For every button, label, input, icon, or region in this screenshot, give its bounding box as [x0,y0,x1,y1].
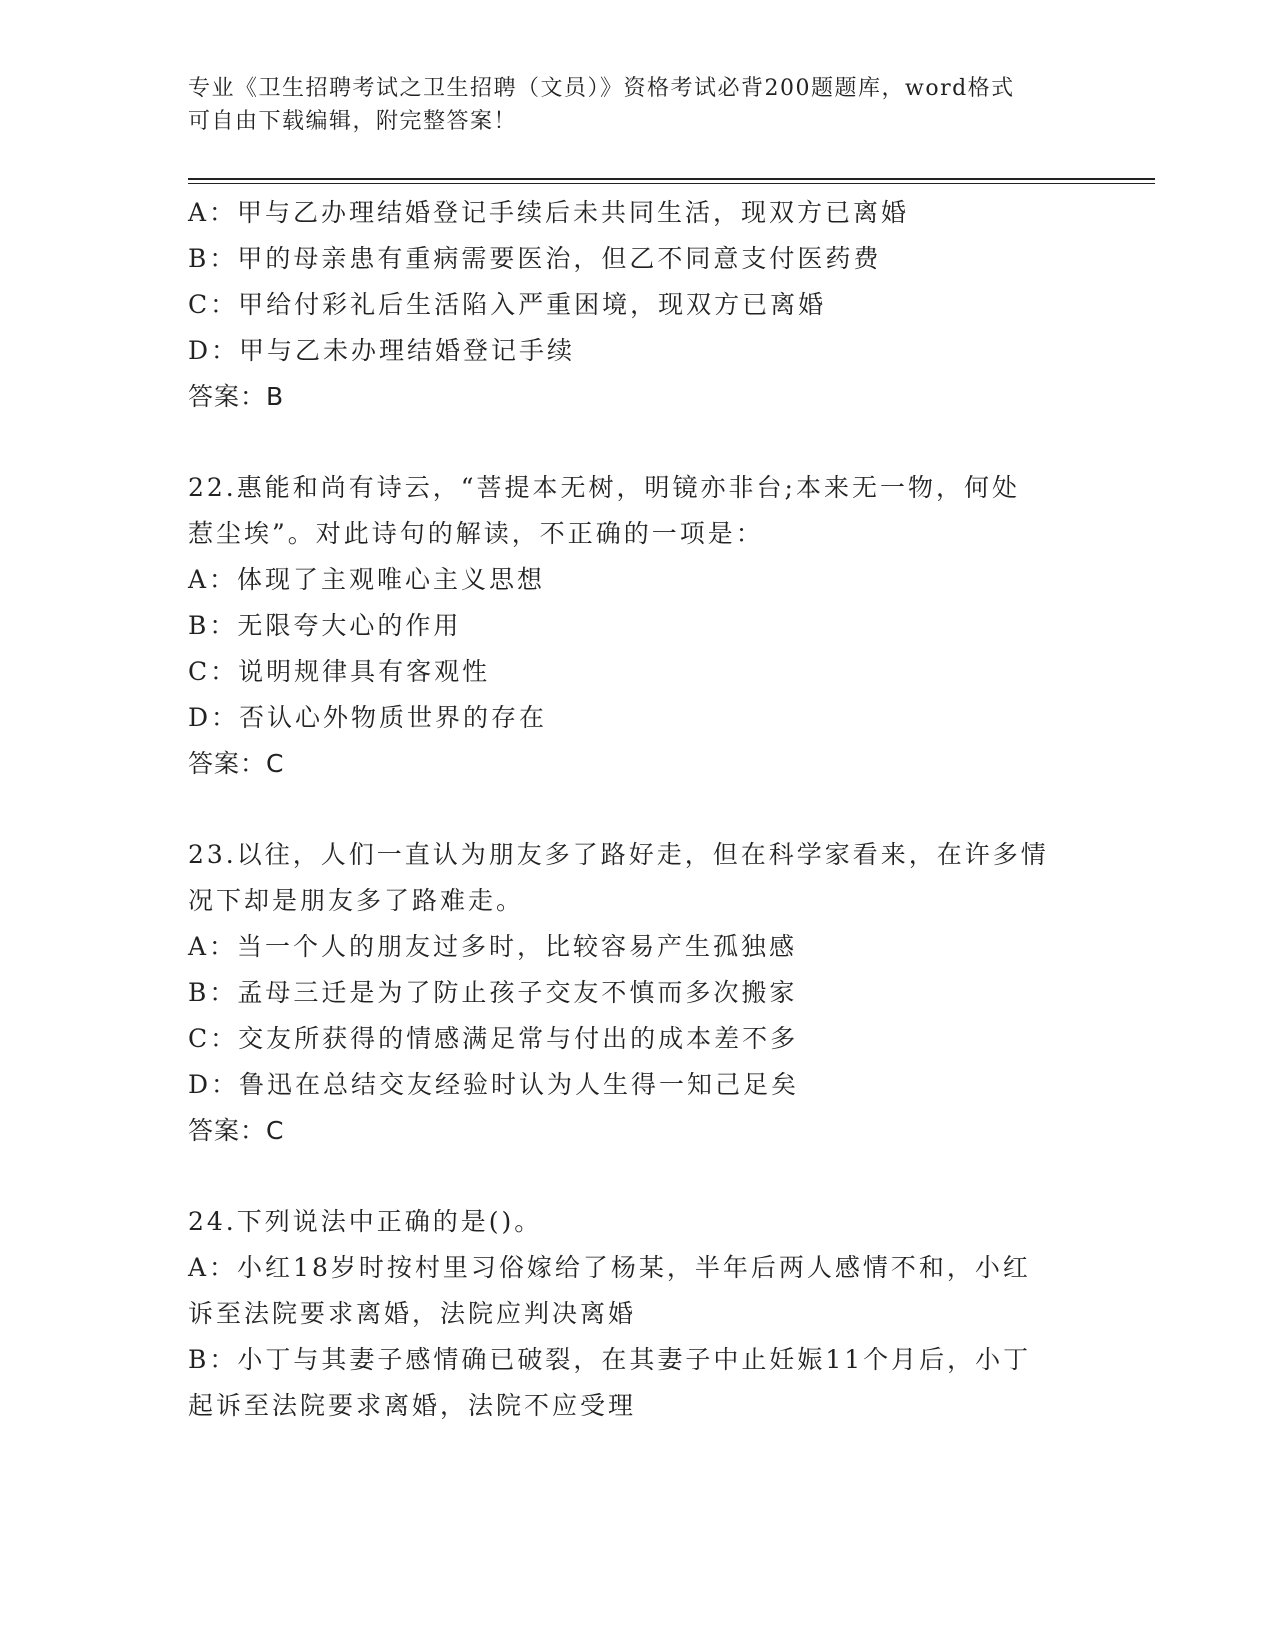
option-c: C：交友所获得的情感满足常与付出的成本差不多 [188,1024,799,1053]
question-24 [188,1199,1088,1429]
answer: 答案：C [188,749,285,778]
header-line-2: 可自由下载编辑，附完整答案！ [188,109,518,134]
header-rule [188,178,1155,180]
question-stem: 24.下列说法中正确的是()。 [188,1207,543,1236]
question-stem: 惹尘埃”。对此诗句的解读，不正确的一项是： [188,519,764,548]
spacer [188,787,1088,832]
option-b: B：甲的母亲患有重病需要医治，但乙不同意支付医药费 [188,244,882,273]
header-line-1: 专业《卫生招聘考试之卫生招聘（文员）》资格考试必背200题题库，word格式 [188,76,1015,101]
document-body [188,190,1088,1429]
option-b: B：无限夸大心的作用 [188,611,462,640]
spacer [188,1154,1088,1199]
option-a: A：甲与乙办理结婚登记手续后未共同生活，现双方已离婚 [188,198,910,227]
question-stem: 23.以往，人们一直认为朋友多了路好走，但在科学家看来，在许多情 [188,840,1049,869]
header-rule-thin [188,183,1155,184]
option-d: D：否认心外物质世界的存在 [188,703,548,732]
option-b: B：孟母三迁是为了防止孩子交友不慎而多次搬家 [188,978,798,1007]
page-header [188,72,1068,138]
question-22 [188,465,1088,787]
option-a-continued: 诉至法院要求离婚，法院应判决离婚 [188,1299,637,1328]
option-a: A：体现了主观唯心主义思想 [188,565,546,594]
option-a: A：小红18岁时按村里习俗嫁给了杨某，半年后两人感情不和，小红 [188,1253,1031,1282]
option-c: C：说明规律具有客观性 [188,657,491,686]
answer: 答案：B [188,382,285,411]
question-stem: 22.惠能和尚有诗云，“菩提本无树，明镜亦非台;本来无一物，何处 [188,473,1020,502]
spacer [188,420,1088,465]
option-d: D：鲁迅在总结交友经验时认为人生得一知己足矣 [188,1070,800,1099]
option-a: A：当一个人的朋友过多时，比较容易产生孤独感 [188,932,798,961]
answer: 答案：C [188,1116,285,1145]
question-21 [188,190,1088,420]
question-23 [188,832,1088,1154]
option-c: C：甲给付彩礼后生活陷入严重困境，现双方已离婚 [188,290,827,319]
option-d: D：甲与乙未办理结婚登记手续 [188,336,576,365]
option-b: B：小丁与其妻子感情确已破裂，在其妻子中止妊娠11个月后，小丁 [188,1345,1032,1374]
option-b-continued: 起诉至法院要求离婚，法院不应受理 [188,1391,637,1420]
question-stem: 况下却是朋友多了路难走。 [188,886,525,915]
